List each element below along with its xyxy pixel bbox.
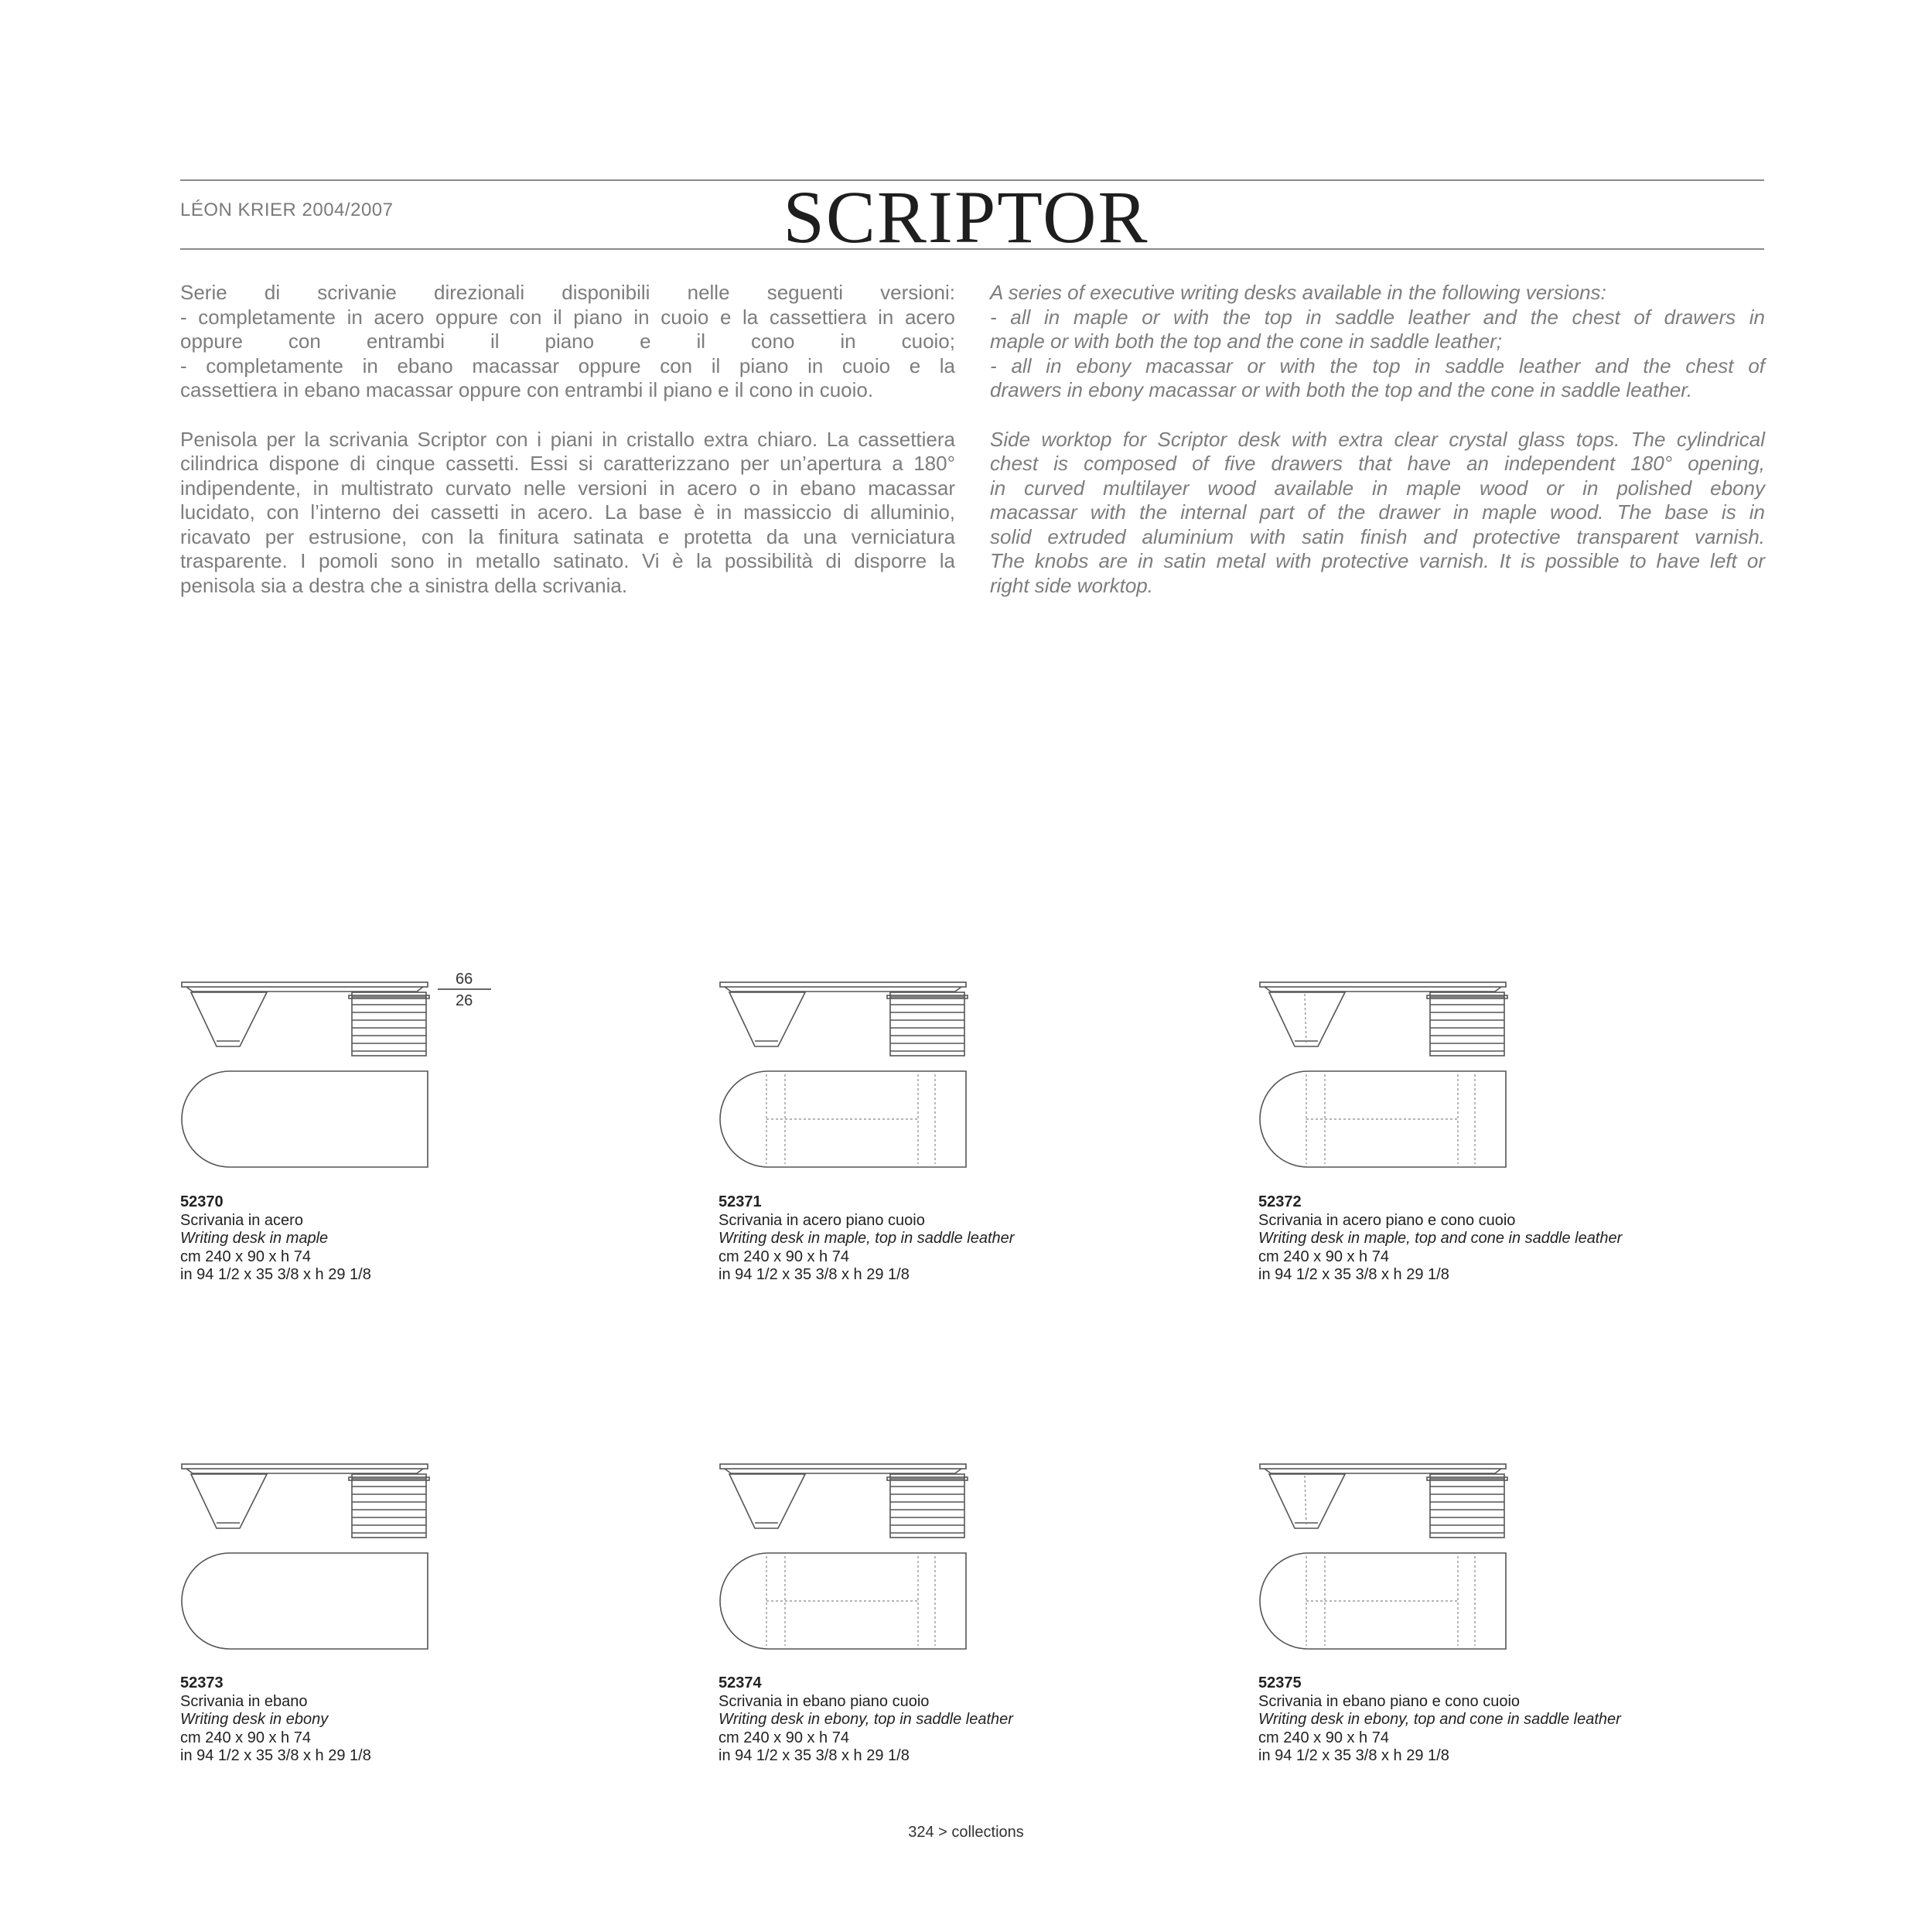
product-code: 52370 bbox=[180, 1193, 224, 1210]
product-code: 52371 bbox=[719, 1193, 762, 1210]
intro-en-paragraph-1 bbox=[990, 281, 1765, 403]
product-caption bbox=[180, 1674, 371, 1766]
chest-elevation bbox=[1430, 1474, 1504, 1538]
text-line: ricavato per estrusione, con la finitura satinata e protetta da una verniciatura bbox=[180, 524, 955, 548]
text-line: Side worktop for Scriptor desk with extra clear crystal glass tops. The cylindrical bbox=[990, 427, 1765, 451]
text-line: Penisola per la scrivania Scriptor con i piani in cristallo extra chiaro. La cassettiera bbox=[180, 427, 955, 451]
dimension-top: 66 bbox=[456, 971, 473, 988]
product-size-in: in 94 1/2 x 35 3/8 x h 29 1/8 bbox=[719, 1747, 910, 1764]
desk-top-elevation bbox=[720, 982, 966, 987]
product-size-cm: cm 240 x 90 x h 74 bbox=[1258, 1729, 1389, 1746]
desk-top-elevation bbox=[182, 1464, 428, 1469]
product-caption bbox=[719, 1193, 1014, 1285]
text-line: macassar with the internal part of the drawer in maple wood. The base is in bbox=[990, 500, 1765, 524]
text-line: oppure con entrambi il piano e il cono in cuoio; bbox=[180, 329, 955, 353]
product-caption bbox=[1258, 1674, 1621, 1766]
cone-stitch-line bbox=[1305, 994, 1306, 1045]
text-line: - all in maple or with the top in saddle leather and the chest of drawers in bbox=[990, 305, 1765, 329]
product-size-in: in 94 1/2 x 35 3/8 x h 29 1/8 bbox=[180, 1747, 371, 1764]
chest-elevation bbox=[890, 1474, 964, 1538]
chest-elevation bbox=[352, 1474, 426, 1538]
text-line: maple or with both the top and the cone in saddle leather; bbox=[990, 329, 1502, 353]
product-name-en: Writing desk in maple, top in saddle leather bbox=[719, 1230, 1015, 1247]
product-name-it: Scrivania in ebano bbox=[180, 1692, 308, 1710]
product-name-en: Writing desk in maple bbox=[180, 1230, 329, 1247]
desk-drawing bbox=[1258, 971, 1583, 1179]
product-code: 52373 bbox=[180, 1674, 224, 1691]
intro-english bbox=[990, 281, 1765, 598]
product-caption bbox=[1258, 1193, 1622, 1285]
text-line: Serie di scrivanie direzionali disponibili nelle seguenti versioni: bbox=[180, 281, 955, 304]
cone-elevation bbox=[1269, 992, 1345, 1046]
text-line: lucidato, con l’interno dei cassetti in acero. La base è in massiccio di alluminio, bbox=[180, 500, 955, 524]
chest-elevation bbox=[352, 992, 426, 1056]
text-line: in curved multilayer wood available in maple wood or in polished ebony bbox=[990, 476, 1765, 500]
desk-drawing bbox=[180, 1452, 505, 1661]
product-size-cm: cm 240 x 90 x h 74 bbox=[719, 1729, 849, 1746]
desk-top-edge bbox=[1265, 1469, 1501, 1473]
desk-drawing bbox=[719, 971, 1043, 1179]
desk-top-elevation bbox=[1260, 982, 1506, 987]
cone-elevation bbox=[729, 1474, 805, 1528]
text-line: indipendente, in multistrato curvato nelle versioni in acero o in ebano macassar bbox=[180, 476, 955, 500]
desk-plan-view bbox=[182, 1553, 428, 1649]
desk-top-elevation bbox=[182, 982, 428, 987]
desk-top-edge bbox=[725, 1469, 961, 1473]
cone-elevation bbox=[191, 992, 267, 1046]
product-size-cm: cm 240 x 90 x h 74 bbox=[1258, 1248, 1389, 1265]
desk-top-elevation bbox=[720, 1464, 966, 1469]
page-title: SCRIPTOR bbox=[783, 176, 1149, 258]
desk-drawing bbox=[719, 1452, 1043, 1661]
desk-top-edge bbox=[186, 987, 423, 992]
text-line: - completamente in acero oppure con il piano in cuoio e la cassettiera in acero bbox=[180, 305, 955, 329]
product-size-cm: cm 240 x 90 x h 74 bbox=[180, 1729, 311, 1746]
product-name-it: Scrivania in acero piano cuoio bbox=[719, 1211, 925, 1229]
cone-elevation bbox=[191, 1474, 267, 1528]
product-name-en: Writing desk in maple, top and cone in saddle leather bbox=[1258, 1230, 1623, 1247]
designer-credit: LÉON KRIER 2004/2007 bbox=[180, 200, 394, 220]
intro-en-paragraph-2 bbox=[990, 428, 1765, 599]
cone-elevation bbox=[729, 992, 805, 1046]
page-footer: 324 > collections bbox=[908, 1824, 1024, 1841]
intro-it-paragraph-2 bbox=[180, 428, 955, 599]
product-name-en: Writing desk in ebony, top in saddle leather bbox=[719, 1711, 1013, 1728]
text-line: trasparente. I pomoli sono in metallo satinato. Vi è la possibilità di disporre la bbox=[180, 549, 955, 572]
product-size-in: in 94 1/2 x 35 3/8 x h 29 1/8 bbox=[719, 1266, 910, 1283]
desk-top-edge bbox=[725, 987, 961, 992]
product-name-it: Scrivania in ebano piano e cono cuoio bbox=[1258, 1692, 1521, 1710]
intro-it-paragraph-1 bbox=[180, 281, 955, 403]
product-code: 52372 bbox=[1258, 1193, 1302, 1210]
desk-top-elevation bbox=[1260, 1464, 1506, 1469]
product-name-it: Scrivania in ebano piano cuoio bbox=[719, 1692, 930, 1710]
product-name-it: Scrivania in acero piano e cono cuoio bbox=[1258, 1211, 1516, 1229]
intro-italian bbox=[180, 281, 955, 598]
product-size-in: in 94 1/2 x 35 3/8 x h 29 1/8 bbox=[180, 1266, 371, 1283]
product-size-in: in 94 1/2 x 35 3/8 x h 29 1/8 bbox=[1258, 1747, 1449, 1764]
product-code: 52375 bbox=[1258, 1674, 1302, 1691]
cone-elevation bbox=[1269, 1474, 1345, 1528]
product-caption bbox=[180, 1193, 371, 1285]
cone-stitch-line bbox=[1305, 1476, 1306, 1527]
text-line: solid extruded aluminium with satin finish and protective transparent varnish. bbox=[990, 524, 1765, 548]
desk-top-edge bbox=[1265, 987, 1501, 992]
desk-plan-view bbox=[182, 1071, 428, 1167]
product-code: 52374 bbox=[719, 1674, 762, 1691]
dimension-bottom: 26 bbox=[456, 992, 473, 1009]
desk-drawing bbox=[1258, 1452, 1583, 1661]
text-line: cassettiera in ebano macassar oppure con entrambi il piano e il cono in cuoio. bbox=[180, 378, 874, 401]
chest-elevation bbox=[1430, 992, 1504, 1056]
header-rule-bottom bbox=[180, 248, 1764, 250]
text-line: right side worktop. bbox=[990, 573, 1153, 597]
product-size-in: in 94 1/2 x 35 3/8 x h 29 1/8 bbox=[1258, 1266, 1449, 1283]
text-line: The knobs are in satin metal with protective varnish. It is possible to have left or bbox=[990, 549, 1765, 572]
text-line: - completamente in ebano macassar oppure con il piano in cuoio e la bbox=[180, 353, 955, 377]
text-line: chest is composed of five drawers that have an independent 180° opening, bbox=[990, 452, 1765, 475]
product-name-it: Scrivania in acero bbox=[180, 1211, 303, 1229]
product-size-cm: cm 240 x 90 x h 74 bbox=[180, 1248, 311, 1265]
text-line: penisola sia a destra che a sinistra della scrivania. bbox=[180, 573, 628, 597]
product-size-cm: cm 240 x 90 x h 74 bbox=[719, 1248, 849, 1265]
product-caption bbox=[719, 1674, 1013, 1766]
product-name-en: Writing desk in ebony, top and cone in saddle leather bbox=[1258, 1711, 1621, 1728]
desk-top-edge bbox=[186, 1469, 423, 1473]
text-line: cilindrica dispone di cinque cassetti. Essi si caratterizzano per un’apertura a 180° bbox=[180, 452, 955, 475]
product-name-en: Writing desk in ebony bbox=[180, 1711, 329, 1728]
text-line: drawers in ebony macassar or with both the top and the cone in saddle leather. bbox=[990, 378, 1693, 401]
text-line: - all in ebony macassar or with the top in saddle leather and the chest of bbox=[990, 353, 1765, 377]
chest-elevation bbox=[890, 992, 964, 1056]
text-line: A series of executive writing desks available in the following versions: bbox=[990, 281, 1606, 304]
